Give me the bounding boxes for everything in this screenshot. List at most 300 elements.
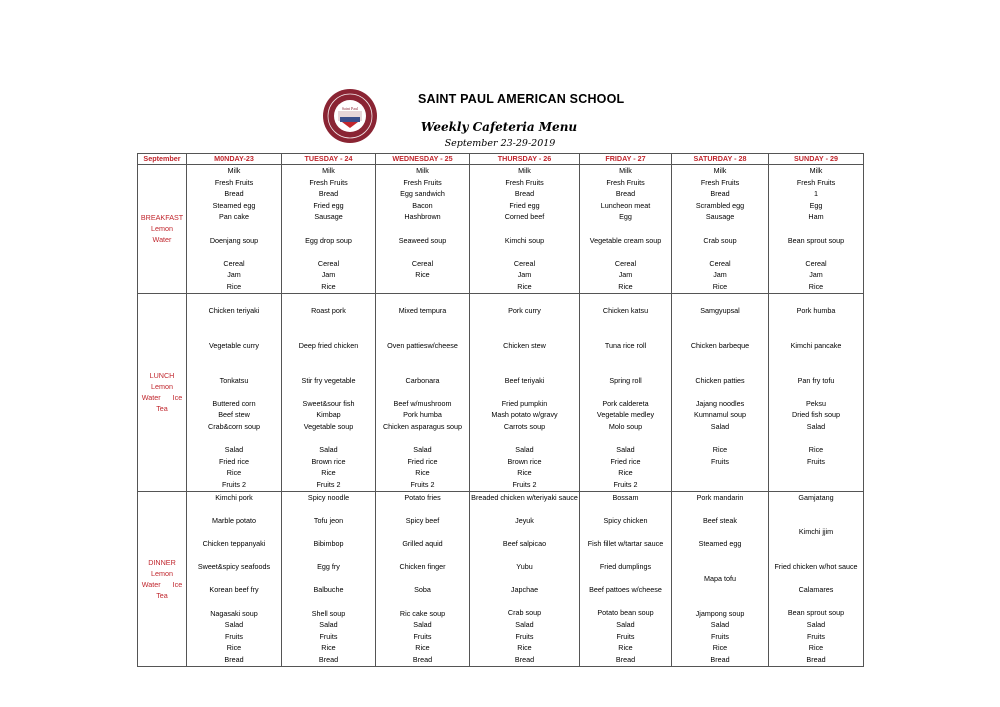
menu-item	[187, 386, 281, 398]
meal-label-line: LUNCH	[149, 371, 175, 381]
menu-item: Beef steak	[703, 515, 737, 525]
menu-item: Pork curry	[508, 306, 541, 316]
weekly-menu-table	[137, 153, 864, 667]
menu-item: Fried pumpkin	[501, 398, 548, 408]
menu-item	[769, 294, 863, 306]
meal-label-line: DINNER	[148, 557, 176, 567]
menu-cell	[470, 293, 580, 491]
menu-item	[580, 317, 671, 329]
menu-item: Vegetable medley	[596, 410, 655, 420]
menu-item	[769, 352, 863, 364]
menu-cell	[580, 491, 672, 666]
menu-item: Rice	[618, 643, 633, 653]
menu-item	[470, 363, 579, 375]
menu-item: Rice	[415, 270, 430, 280]
menu-item: Chicken finger	[399, 562, 446, 572]
menu-item: Bread	[318, 654, 339, 664]
menu-item: Sweet&sour fish	[302, 398, 355, 408]
menu-item: Yubu	[516, 562, 533, 572]
menu-item: Seaweed soup	[398, 235, 447, 245]
menu-item: Fried dumplings	[599, 562, 652, 572]
menu-item	[187, 246, 281, 258]
meal-row	[138, 293, 864, 491]
menu-item: Molo soup	[608, 422, 643, 432]
menu-item: Salad	[413, 445, 432, 455]
menu-item: Jeyuk	[515, 515, 534, 525]
menu-item	[672, 223, 768, 235]
menu-item: Kimchi soup	[504, 235, 545, 245]
menu-item: Sweet&spicy seafoods	[197, 562, 271, 572]
menu-item: Spicy chicken	[603, 515, 648, 525]
menu-cell	[580, 293, 672, 491]
menu-item: Cereal	[614, 258, 637, 268]
menu-item: Cereal	[317, 258, 340, 268]
menu-item: Salad	[616, 620, 635, 630]
menu-item	[769, 503, 863, 515]
menu-item: Cereal	[513, 258, 536, 268]
menu-cell	[187, 491, 282, 666]
menu-item: Bread	[412, 654, 433, 664]
menu-item: Chicken asparagus soup	[382, 422, 463, 432]
menu-item: Bread	[806, 654, 826, 664]
menu-item: Oven pattiesw/cheese	[387, 340, 458, 350]
menu-item: Tonkatsu	[219, 375, 249, 385]
menu-item: Soba	[414, 585, 431, 595]
menu-item: Deep fried chicken	[298, 340, 359, 350]
menu-item: Rice	[712, 445, 728, 455]
menu-item: Kumnamul soup	[694, 410, 746, 420]
menu-item	[672, 550, 768, 562]
menu-item	[672, 363, 768, 375]
menu-item: Beef w/mushroom	[393, 398, 452, 408]
menu-item: Chicken katsu	[602, 306, 649, 316]
menu-item	[282, 526, 375, 538]
day-header: SATURDAY - 28	[672, 154, 769, 165]
menu-item: Scrambled egg	[695, 200, 745, 210]
menu-item: Tuna rice roll	[604, 340, 647, 350]
meal-label	[138, 165, 187, 294]
menu-item	[376, 281, 469, 293]
menu-item: Fresh Fruits	[214, 177, 254, 187]
menu-item	[376, 503, 469, 515]
day-header: THURSDAY - 26	[470, 154, 580, 165]
menu-item: Fruits 2	[316, 480, 341, 490]
menu-item: Cereal	[805, 258, 827, 268]
menu-item: Fried rice	[219, 456, 249, 466]
day-header: M0NDAY-23	[187, 154, 282, 165]
menu-item	[769, 433, 863, 445]
menu-item: Jjampong soup	[695, 608, 745, 618]
menu-item: Bean sprout soup	[787, 235, 845, 245]
menu-item: Milk	[809, 166, 823, 175]
menu-cell	[376, 165, 470, 294]
menu-item: Pork caldereta	[602, 398, 649, 408]
meal-label	[138, 293, 187, 491]
menu-title: Weekly Cafeteria Menu	[420, 120, 578, 134]
menu-item	[376, 317, 469, 329]
menu-item: Salad	[224, 445, 244, 455]
meal-label	[138, 491, 187, 666]
menu-item: Bread	[615, 189, 636, 199]
menu-item: Chicken barbeque	[690, 340, 750, 350]
menu-item: Salad	[224, 620, 244, 630]
menu-item	[470, 328, 579, 340]
menu-item: Rice	[517, 281, 532, 291]
menu-item: Fresh Fruits	[505, 177, 544, 187]
menu-item	[769, 467, 863, 479]
menu-item: Crab soup	[703, 235, 737, 245]
menu-item: Kimchi pork	[215, 492, 253, 502]
menu-item	[769, 538, 863, 550]
menu-cell	[769, 165, 864, 294]
menu-item	[376, 596, 469, 608]
menu-item	[282, 596, 375, 608]
menu-item	[672, 584, 768, 596]
menu-item	[672, 386, 768, 398]
menu-item: Mixed tempura	[398, 306, 447, 316]
menu-cell	[282, 491, 376, 666]
menu-item: Bibimbop	[313, 539, 344, 548]
menu-item: Potato fries	[404, 492, 441, 502]
menu-item: Bread	[224, 189, 244, 199]
menu-item: Cereal	[411, 258, 434, 268]
menu-item: Carbonara	[405, 375, 440, 385]
menu-item: Dried fish soup	[792, 410, 840, 420]
menu-item: Egg	[619, 212, 632, 222]
menu-item: Bread	[318, 189, 339, 199]
menu-item: Spicy noodle	[307, 492, 350, 502]
menu-item: Fruits	[807, 631, 825, 641]
menu-item: Bread	[710, 654, 730, 664]
menu-item	[672, 317, 768, 329]
menu-item: Hashbrown	[404, 212, 441, 222]
menu-item: Japchae	[510, 585, 539, 595]
menu-item: Steamed egg	[212, 200, 256, 210]
menu-item	[187, 503, 281, 515]
menu-item: Salad	[515, 620, 534, 630]
meal-row	[138, 165, 864, 294]
menu-item	[376, 526, 469, 538]
menu-item: Jam	[321, 270, 336, 280]
menu-item	[376, 573, 469, 585]
menu-item	[187, 363, 281, 375]
menu-item: Shell soup	[311, 608, 346, 618]
meal-label-line: Lemon	[151, 224, 173, 234]
menu-item: Kimchi jjim	[798, 527, 834, 537]
menu-item: Fish fillet w/tartar sauce	[587, 539, 664, 548]
menu-item: Milk	[227, 166, 241, 175]
menu-item: Rice	[415, 643, 430, 653]
menu-item: Chicken teriyaki	[208, 306, 260, 316]
menu-item	[580, 328, 671, 340]
menu-item	[282, 352, 375, 364]
menu-item: Fruits	[515, 631, 534, 641]
menu-cell	[187, 293, 282, 491]
menu-item: Gamjatang	[798, 492, 834, 502]
menu-item	[580, 433, 671, 445]
menu-item	[470, 503, 579, 515]
menu-item: Fruits	[413, 631, 432, 641]
menu-item	[470, 317, 579, 329]
menu-item	[769, 317, 863, 329]
menu-item: Doenjang soup	[209, 235, 259, 245]
menu-item: Peksu	[806, 398, 826, 408]
menu-item: Salad	[616, 445, 635, 455]
menu-item	[187, 294, 281, 306]
menu-item: Milk	[322, 166, 335, 175]
menu-cell	[672, 491, 769, 666]
menu-item: Cereal	[709, 258, 731, 268]
menu-item: Fresh Fruits	[403, 177, 442, 187]
page-header	[0, 0, 1000, 155]
menu-item: Samgyupsal	[700, 306, 740, 316]
menu-item: Bread	[710, 189, 730, 199]
menu-item	[580, 294, 671, 306]
menu-cell	[672, 165, 769, 294]
menu-item: Fresh Fruits	[606, 177, 645, 187]
logo-text: Saint Paul	[341, 106, 359, 111]
menu-item: Fruits	[616, 631, 635, 641]
menu-item: Fresh Fruits	[700, 177, 740, 187]
menu-item	[672, 467, 768, 479]
menu-item	[580, 386, 671, 398]
menu-item	[376, 352, 469, 364]
menu-item: Chicken teppanyaki	[202, 539, 266, 548]
menu-item: Vegetable soup	[303, 422, 354, 432]
menu-item: Sausage	[314, 212, 343, 222]
month-header: September	[138, 154, 187, 165]
menu-item: Jam	[517, 270, 532, 280]
menu-item: Fried rice	[610, 456, 641, 466]
menu-item	[769, 573, 863, 585]
menu-item: Bacon	[412, 200, 433, 210]
menu-cell	[470, 165, 580, 294]
menu-item: Grilled aquid	[402, 539, 443, 548]
menu-item: Rice	[415, 468, 430, 478]
menu-item	[672, 352, 768, 364]
menu-item: Jam	[809, 270, 823, 280]
menu-item: Marble potato	[212, 515, 256, 525]
menu-item	[282, 550, 375, 562]
menu-item	[376, 223, 469, 235]
menu-item	[376, 294, 469, 306]
menu-item: Fruits 2	[410, 480, 435, 490]
menu-item: Salad	[319, 620, 338, 630]
menu-item	[470, 223, 579, 235]
meal-label-line: Lemon	[151, 568, 173, 578]
menu-item	[672, 596, 768, 608]
menu-item	[376, 550, 469, 562]
menu-item: Rice	[808, 281, 824, 291]
menu-item	[282, 328, 375, 340]
menu-item: Rice	[808, 643, 824, 653]
menu-item: Buttered corn	[212, 398, 256, 408]
menu-item: Milk	[619, 166, 632, 175]
menu-item: Fresh Fruits	[796, 177, 836, 187]
menu-item	[470, 352, 579, 364]
menu-item: 1	[814, 189, 818, 199]
menu-item: Kimbap	[316, 410, 341, 420]
menu-item: Fruits 2	[512, 480, 537, 490]
menu-item: Pork mandarin	[696, 492, 744, 502]
menu-item: Vegetable cream soup	[589, 235, 662, 245]
menu-item: Balbuche	[313, 585, 344, 595]
menu-item	[470, 526, 579, 538]
menu-item: Fruits 2	[222, 480, 246, 490]
menu-item: Pork humba	[796, 306, 836, 316]
menu-item: Salad	[806, 620, 826, 630]
menu-item: Crab soup	[507, 608, 542, 618]
meal-label-line: Water	[152, 235, 172, 245]
menu-item: Rice	[321, 281, 336, 291]
menu-item: Breaded chicken w/teriyaki sauce	[471, 492, 578, 502]
menu-item: Salad	[319, 445, 338, 455]
menu-item: Egg fry	[317, 562, 340, 572]
menu-item	[376, 246, 469, 258]
menu-item	[672, 561, 768, 573]
menu-item: Fruits	[711, 631, 729, 641]
menu-item: Roast pork	[311, 306, 346, 316]
menu-item: Pan cake	[219, 212, 249, 222]
menu-item: Bean sprout soup	[787, 608, 845, 618]
menu-item: Salad	[710, 620, 730, 630]
menu-item	[580, 363, 671, 375]
menu-item: Tofu jeon	[313, 515, 344, 525]
menu-item: Salad	[515, 445, 534, 455]
menu-item: Fruits 2	[613, 480, 638, 490]
menu-cell	[769, 491, 864, 666]
menu-item	[580, 246, 671, 258]
school-seal-logo	[322, 88, 378, 144]
menu-cell	[376, 293, 470, 491]
menu-item: Nagasaki soup	[210, 608, 258, 618]
menu-item: Pork humba	[403, 410, 442, 420]
menu-item: Kimchi pancake	[790, 340, 842, 350]
menu-item	[672, 246, 768, 258]
menu-cell	[470, 491, 580, 666]
menu-item	[376, 433, 469, 445]
menu-item: Bread	[514, 189, 535, 199]
menu-item	[769, 515, 863, 527]
menu-item	[187, 328, 281, 340]
menu-cell	[282, 165, 376, 294]
menu-item: Luncheon meat	[600, 200, 651, 210]
menu-item: Bread	[615, 654, 636, 664]
menu-item: Pan fry tofu	[797, 375, 835, 385]
meal-row	[138, 491, 864, 666]
menu-item: Fried chicken w/hot sauce	[774, 562, 858, 572]
menu-item: Bossam	[612, 492, 639, 502]
menu-item: Sausage	[705, 212, 735, 222]
menu-item	[769, 363, 863, 375]
menu-item	[672, 526, 768, 538]
menu-item: Rice	[517, 468, 532, 478]
menu-item	[282, 433, 375, 445]
menu-cell	[580, 165, 672, 294]
menu-item	[187, 317, 281, 329]
menu-item	[769, 386, 863, 398]
menu-item: Rice	[226, 468, 242, 478]
menu-item	[470, 386, 579, 398]
menu-item: Rice	[321, 643, 336, 653]
menu-item: Spicy beef	[405, 515, 440, 525]
meal-label-line: Tea	[156, 404, 168, 414]
menu-item	[769, 550, 863, 562]
menu-item: Fried rice	[407, 456, 438, 466]
menu-item: Cereal	[223, 258, 245, 268]
menu-item: Rice	[712, 281, 728, 291]
menu-item: Ric cake soup	[399, 608, 446, 618]
menu-item	[672, 479, 768, 491]
menu-item	[187, 526, 281, 538]
day-header: WEDNESDAY - 25	[376, 154, 470, 165]
menu-item	[672, 328, 768, 340]
menu-item: Bread	[224, 654, 244, 664]
menu-item: Jam	[227, 270, 241, 280]
meal-label-line: Lemon	[151, 382, 173, 392]
menu-item: Fresh Fruits	[309, 177, 348, 187]
menu-item: Rice	[226, 643, 242, 653]
menu-item: Salad	[806, 422, 826, 432]
menu-item: Beef stew	[218, 410, 250, 420]
menu-item: Ham	[808, 212, 824, 222]
menu-item	[470, 294, 579, 306]
day-header: SUNDAY - 29	[769, 154, 864, 165]
menu-item	[282, 246, 375, 258]
menu-item	[282, 503, 375, 515]
menu-item: Fruits	[319, 631, 338, 641]
menu-item: Vegetable curry	[209, 340, 259, 350]
menu-item	[187, 352, 281, 364]
menu-item	[282, 223, 375, 235]
menu-item	[470, 433, 579, 445]
menu-item: Chicken patties	[695, 375, 745, 385]
menu-item: Fried egg	[313, 200, 344, 210]
menu-item: Stir fry vegetable	[301, 375, 356, 385]
menu-item	[769, 246, 863, 258]
menu-item: Jajang noodles	[695, 398, 745, 408]
menu-item: Jam	[618, 270, 633, 280]
menu-item	[282, 573, 375, 585]
menu-item: Egg	[809, 200, 823, 210]
menu-item: Milk	[518, 166, 531, 175]
menu-item	[580, 503, 671, 515]
menu-item: Rice	[618, 281, 633, 291]
menu-item: Salad	[413, 620, 432, 630]
meal-label-line: BREAKFAST	[140, 213, 184, 223]
menu-item	[187, 550, 281, 562]
menu-item: Milk	[713, 166, 727, 175]
menu-item: Rice	[618, 468, 633, 478]
menu-item	[769, 479, 863, 491]
menu-item: Rice	[712, 643, 728, 653]
menu-item	[769, 223, 863, 235]
menu-item: Steamed egg	[698, 539, 742, 548]
menu-item: Egg drop soup	[305, 235, 352, 245]
menu-item: Potato bean soup	[597, 608, 654, 618]
menu-item	[769, 328, 863, 340]
menu-item: Beef pattoes w/cheese	[589, 585, 662, 595]
menu-item: Egg sandwich	[400, 189, 445, 199]
menu-item	[672, 503, 768, 515]
menu-item: Rice	[321, 468, 336, 478]
menu-item: Mash potato w/gravy	[491, 410, 558, 420]
menu-cell	[187, 165, 282, 294]
menu-item	[282, 317, 375, 329]
menu-item	[470, 573, 579, 585]
day-header: TUESDAY - 24	[282, 154, 376, 165]
menu-cell	[376, 491, 470, 666]
